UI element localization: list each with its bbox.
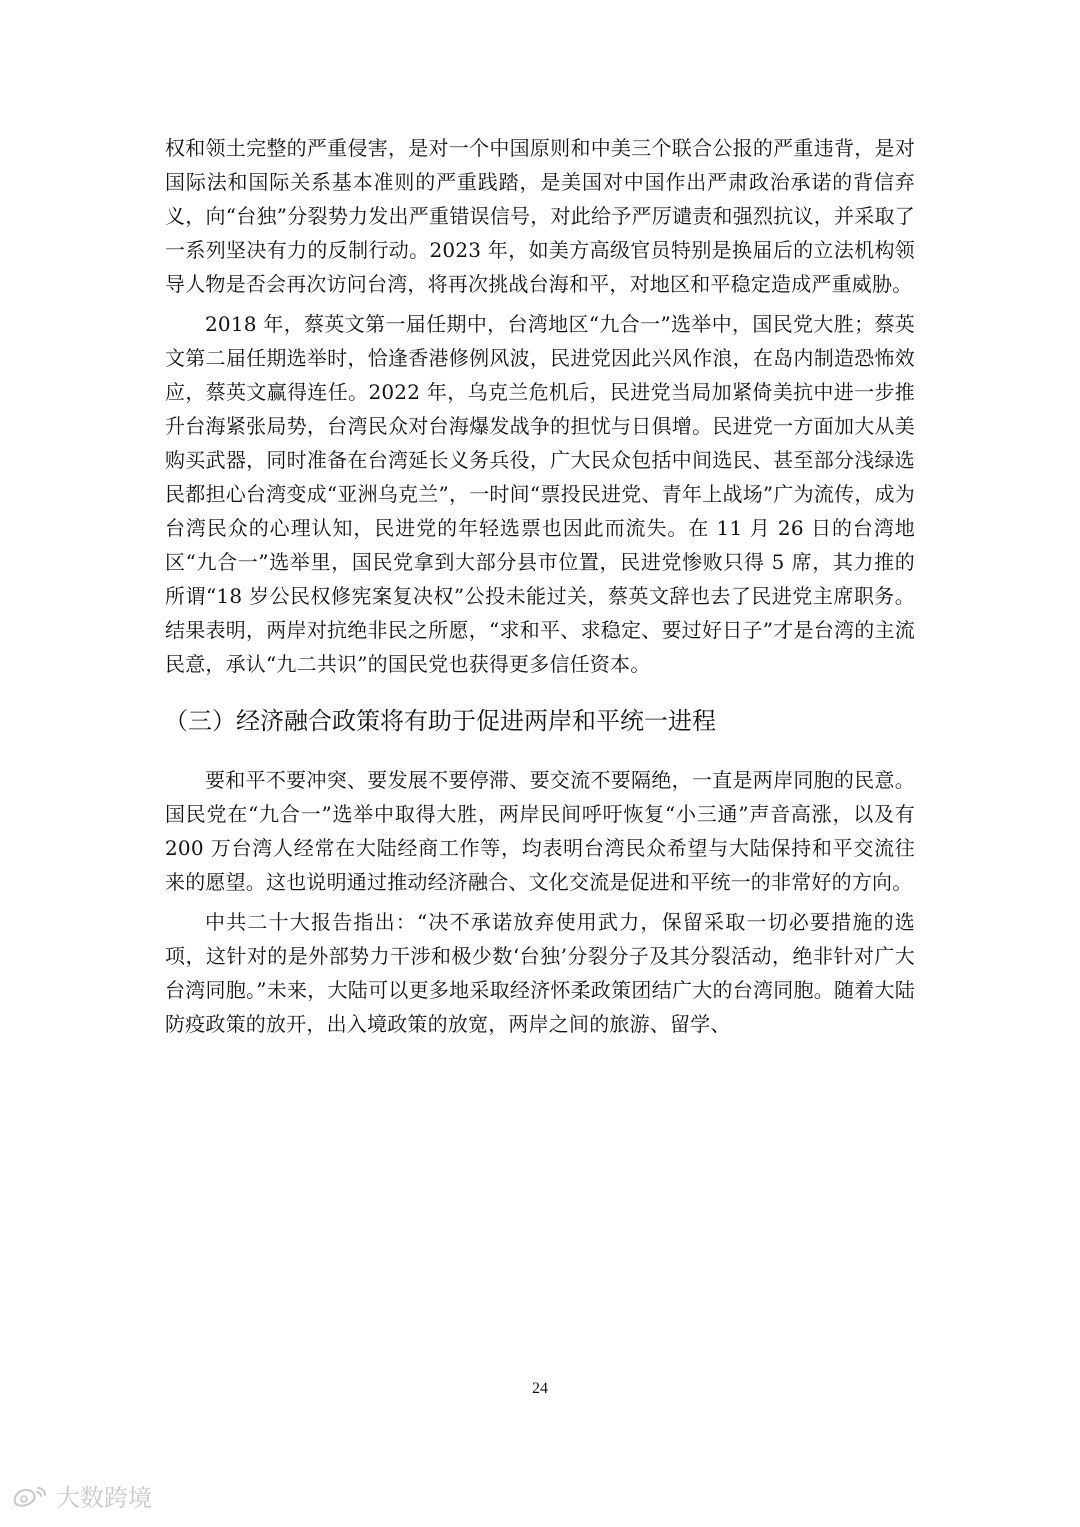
weibo-logo-icon	[10, 1482, 50, 1510]
section-heading: （三）经济融合政策将有助于促进两岸和平统一进程	[164, 707, 716, 735]
document-body	[165, 131, 915, 1047]
paragraph-continued: 权和领土完整的严重侵害，是对一个中国原则和中美三个联合公报的严重违背，是对国际法和国际关系基本准则的严重践踏，是美国对中国作出严肃政治承诺的背信弃义，向“台独”分裂势力发出严重错误信号，对此给予严厉谴责和强烈抗议，并采取了一系列坚决有力的反制行动。2023 年，如美方高级官员特别是换届后的立法机构领导人物是否会再次访问台湾，将再次挑战台海和平，对地区和平稳定造成严重威胁。	[165, 136, 915, 296]
watermark	[10, 1478, 152, 1513]
paragraph-public-opinion: 要和平不要冲突、要发展不要停滞、要交流不要隔绝，一直是两岸同胞的民意。国民党在“九合一”选举中取得大胜，两岸民间呼吁恢复“小三通”声音高涨，以及有 200 万台湾人经常在大陆经商工作等，均表明台湾民众希望与大陆保持和平交流往来的愿望。这也说明通过推动经济融合、文化交流是促进和平统一的非常好的方向。	[165, 768, 915, 894]
paragraph-2018-election: 2018 年，蔡英文第一届任期中，台湾地区“九合一”选举中，国民党大胜；蔡英文第二届任期选举时，恰逢香港修例风波，民进党因此兴风作浪，在岛内制造恐怖效应，蔡英文赢得连任。2022 年，乌克兰危机后，民进党当局加紧倚美抗中进一步推升台海紧张局势，台湾民众对台海爆发战争的担忧与日俱增。民进党一方面加大从美购买武器，同时准备在台湾延长义务兵役，广大民众包括中间选民、甚至部分浅绿选民都担心台湾变成“亚洲乌克兰”，一时间“票投民进党、青年上战场”广为流传，成为台湾民众的心理认知，民进党的年轻选票也因此而流失。在 11 月 26 日的台湾地区“九合一”选举里，国民党拿到大部分县市位置，民进党惨败只得 5 席，其力推的所谓“18 岁公民权修宪案复决权”公投未能过关，蔡英文辞也去了民进党主席职务。结果表明，两岸对抗绝非民之所愿，“求和平、求稳定、要过好日子”才是台湾的主流民意，承认“九二共识”的国民党也获得更多信任资本。	[165, 312, 915, 676]
watermark-text: 大数跨境	[56, 1484, 152, 1512]
paragraph-congress-report: 中共二十大报告指出：“决不承诺放弃使用武力，保留采取一切必要措施的选项，这针对的是外部势力干涉和极少数‘台独’分裂分子及其分裂活动，绝非针对广大台湾同胞。”未来，大陆可以更多地采取经济怀柔政策团结广大的台湾同胞。随着大陆防疫政策的放开，出入境政策的放宽，两岸之间的旅游、留学、	[165, 910, 915, 1036]
page-number: 24	[532, 1380, 548, 1397]
